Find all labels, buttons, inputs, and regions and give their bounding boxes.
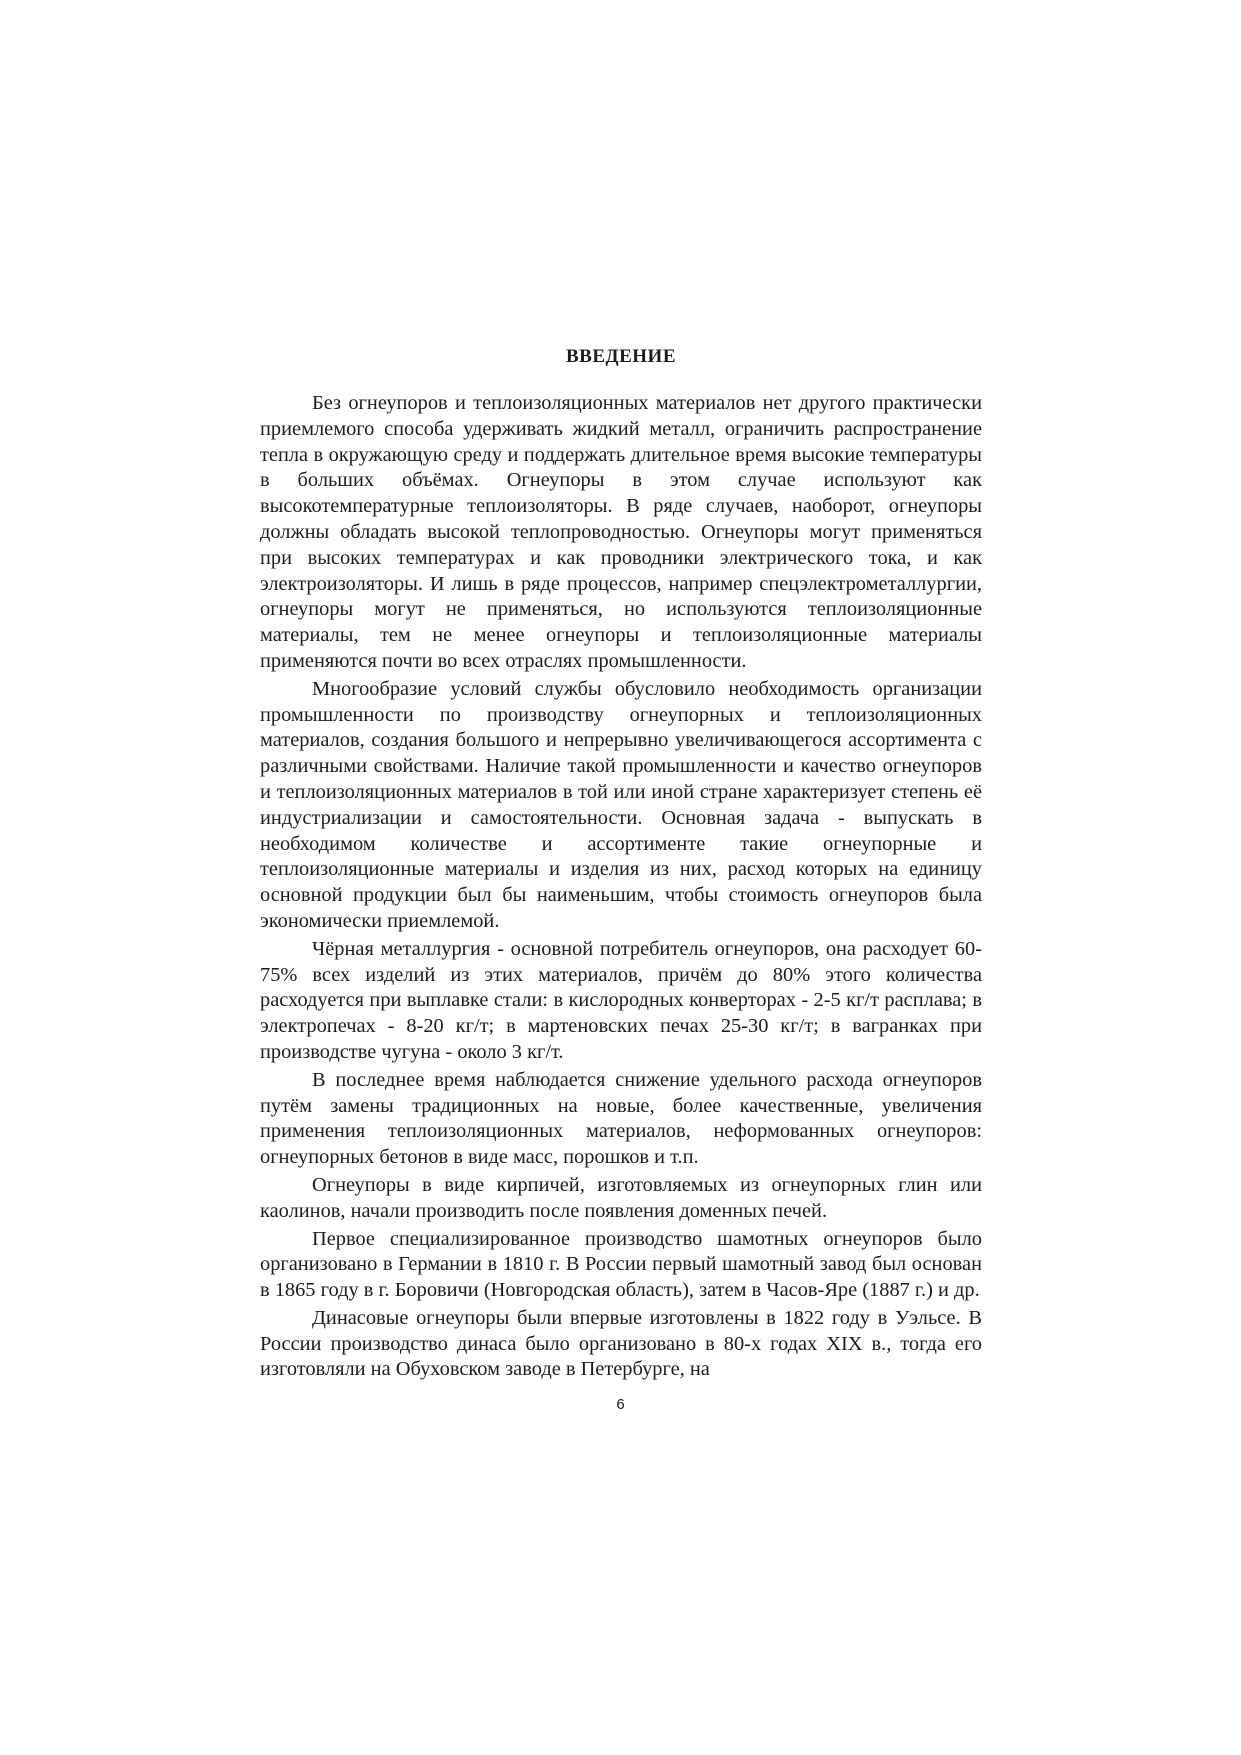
paragraph-1: Без огнеупоров и теплоизоляционных материалов нет другого практически приемлемого способа удерживать жидкий металл, ограничить распространение тепла в окружающую среду и поддержать длительное время высокие температуры в больших объёмах. Огнеупоры в этом случае используют как высокотемпературные теплоизоляторы. В ряде случаев, наоборот, огнеупоры должны обладать высокой теплопроводностью. Огнеупоры могут применяться при высоких температурах и как проводники электрического тока, и как электроизоляторы. И лишь в ряде процессов, например спецэлектрометаллургии, огнеупоры могут не применяться, но используются теплоизоляционные материалы, тем не менее огнеупоры и теплоизоляционные материалы применяются почти во всех отраслях промышленности.: [260, 392, 982, 672]
section-title: ВВЕДЕНИЕ: [566, 346, 676, 367]
paragraph-3: Чёрная металлургия - основной потребитель огнеупоров, она расходует 60-75% всех изделий из этих материалов, причём до 80% этого количества расходуется при выплавке стали: в кислородных конверторах - 2-5 кг/т расплава; в электропечах - 8-20 кг/т; в мартеновских печах 25-30 кг/т; в вагранках при производстве чугуна - около 3 кг/т.: [260, 937, 982, 1063]
paragraph-5: Огнеупоры в виде кирпичей, изготовляемых из огнеупорных глин или каолинов, начали производить после появления доменных печей.: [260, 1173, 982, 1222]
paragraph-4: В последнее время наблюдается снижение удельного расхода огнеупоров путём замены традиционных на новые, более качественные, увеличения применения теплоизоляционных материалов, неформованных огнеупоров: огнеупорных бетонов в виде масс, порошков и т.п.: [260, 1068, 982, 1169]
page-number: 6: [616, 1396, 625, 1413]
paragraph-6: Первое специализированное производство шамотных огнеупоров было организовано в Германии в 1810 г. В России первый шамотный завод был основан в 1865 году в г. Боровичи (Новгородская область), затем в Часов-Яре (1887 г.) и др.: [260, 1227, 982, 1302]
paragraph-7: Динасовые огнеупоры были впервые изготовлены в 1822 году в Уэльсе. В России производство динаса было организовано в 80-х годах XIX в., тогда его изготовляли на Обуховском заводе в Петербурге, на: [260, 1306, 982, 1381]
paragraph-2: Многообразие условий службы обусловило необходимость организации промышленности по производству огнеупорных и теплоизоляционных материалов, создания большого и непрерывно увеличивающегося ассортимента с различными свойствами. Наличие такой промышленности и качество огнеупоров и теплоизоляционных материалов в той или иной стране характеризует степень её индустриализации и самостоятельности. Основная задача - выпускать в необходимом количестве и ассортименте такие огнеупорные и теплоизоляционные материалы и изделия из них, расход которых на единицу основной продукции был бы наименьшим, чтобы стоимость огнеупоров была экономически приемлемой.: [260, 677, 982, 932]
text-block: [260, 345, 982, 1385]
